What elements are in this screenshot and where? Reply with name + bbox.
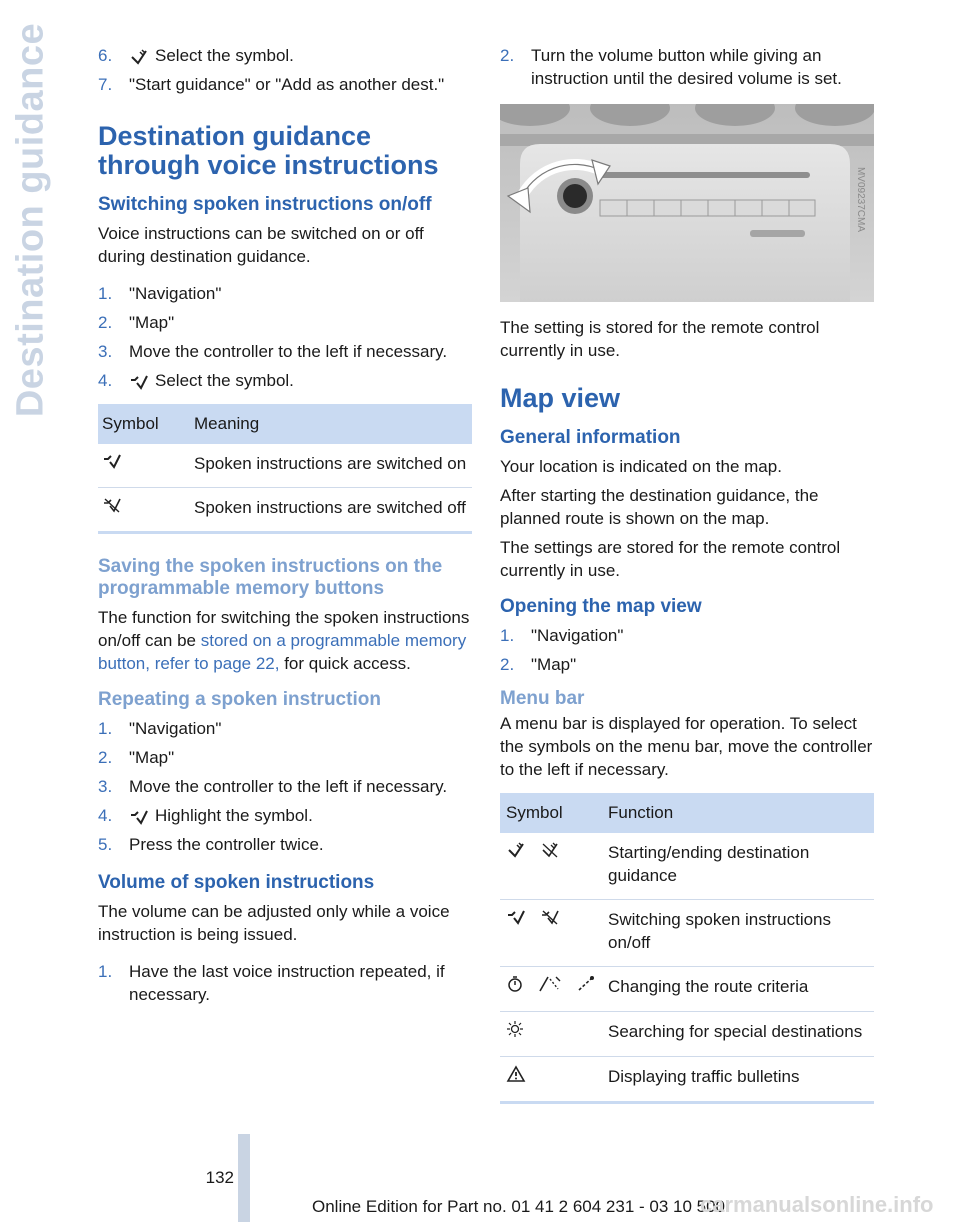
start-guidance-icon: [506, 841, 526, 864]
list-item: 3. Move the controller to the left if necessary.: [98, 777, 448, 796]
voice-on-icon: [102, 454, 122, 473]
paragraph: The volume can be adjusted only while a voice instruction is being issued.: [98, 902, 450, 944]
subheading-opening: Opening the map view: [500, 596, 702, 617]
chapter-side-title: Destination guidance: [9, 22, 52, 418]
list-item: 6. Select the symbol.: [98, 46, 294, 65]
section-heading-voice: Destination guidance through voice instructions: [98, 121, 439, 180]
list-item: 2. "Map": [98, 748, 175, 767]
end-guidance-icon: [540, 841, 560, 864]
list-item: 3. Move the controller to the left if necessary.: [98, 342, 448, 361]
watermark: carmanualsonline.info: [700, 1192, 934, 1217]
list-item: 4. Highlight the symbol.: [98, 806, 313, 825]
paragraph: The function for switching the spoken instructions on/off can be stored on a programmable memory button, refer to page 22, for quick access.: [98, 608, 470, 673]
voice-on-icon: [506, 908, 526, 931]
table-row: Switching spoken instructions on/off: [500, 900, 874, 967]
section-heading-map-view: Map view: [500, 383, 621, 413]
subheading-volume: Volume of spoken instructions: [98, 872, 375, 893]
right-column: [500, 44, 874, 1104]
image-code: MV09237CMA: [855, 166, 866, 232]
paragraph: A menu bar is displayed for operation. To select the symbols on the menu bar, move the controller to the left if necessary.: [500, 714, 873, 779]
paragraph: The settings are stored for the remote control currently in use.: [500, 538, 841, 580]
list-item: 1. Have the last voice instruction repeated, if necessary.: [98, 962, 445, 1004]
subheading-general: General information: [500, 427, 681, 448]
footer-divider: [238, 1134, 250, 1222]
voice-off-icon: [102, 498, 122, 517]
subheading-switching: Switching spoken instructions on/off: [98, 194, 432, 215]
subheading-saving: Saving the spoken instructions on the programmable memory buttons: [98, 556, 443, 599]
list-item: 2. "Map": [500, 655, 577, 674]
table-row: Starting/ending destination guidance: [500, 833, 874, 900]
start-guidance-icon: [129, 49, 149, 65]
subheading-repeating: Repeating a spoken instruction: [98, 689, 381, 710]
left-column: [98, 44, 472, 1012]
list-item: 2. Turn the volume button while giving an instruction until the desired volume is set.: [500, 46, 842, 88]
fast-route-icon: [506, 975, 524, 999]
traffic-bulletin-icon: [506, 1065, 526, 1089]
page-reference-link[interactable]: stored on a programmable memory button, refer to page 22,: [98, 631, 467, 673]
paragraph: After starting the destination guidance, the planned route is shown on the map.: [500, 486, 819, 528]
page-number: 132: [205, 1168, 234, 1187]
list-item: 2. "Map": [98, 313, 175, 332]
list-item: 1. "Navigation": [500, 626, 624, 645]
online-edition-note: Online Edition for Part no. 01 41 2 604 231 - 03 10 500: [312, 1197, 726, 1216]
table-row: Changing the route criteria: [500, 967, 874, 1012]
table-row: Displaying traffic bulletins: [500, 1057, 874, 1103]
radio-volume-button-photo: [500, 104, 874, 302]
list-item: 7. "Start guidance" or "Add as another dest.": [98, 75, 445, 94]
voice-on-icon: [129, 809, 149, 825]
symbol-function-table: [500, 793, 874, 1104]
list-item: 5. Press the controller twice.: [98, 835, 324, 854]
paragraph: Voice instructions can be switched on or off during destination guidance.: [98, 224, 424, 266]
paragraph: Your location is indicated on the map.: [500, 457, 782, 476]
eco-route-icon: [576, 975, 596, 999]
subheading-menu-bar: Menu bar: [500, 688, 585, 709]
table-row: Spoken instructions are switched off: [98, 488, 472, 533]
table-header-row: Symbol Function: [500, 793, 874, 833]
table-header-row: Symbol Meaning: [98, 404, 472, 444]
table-row: Searching for special destinations: [500, 1012, 874, 1057]
list-item: 1. "Navigation": [98, 719, 222, 738]
symbol-meaning-table: [98, 404, 472, 534]
short-route-icon: [538, 975, 562, 999]
paragraph: The setting is stored for the remote control currently in use.: [500, 318, 820, 360]
list-item: 4. Select the symbol.: [98, 371, 294, 390]
special-destination-icon: [506, 1020, 524, 1044]
voice-on-icon: [129, 374, 149, 390]
list-item: 1. "Navigation": [98, 284, 222, 303]
table-row: Spoken instructions are switched on: [98, 444, 472, 488]
voice-off-icon: [540, 908, 560, 931]
